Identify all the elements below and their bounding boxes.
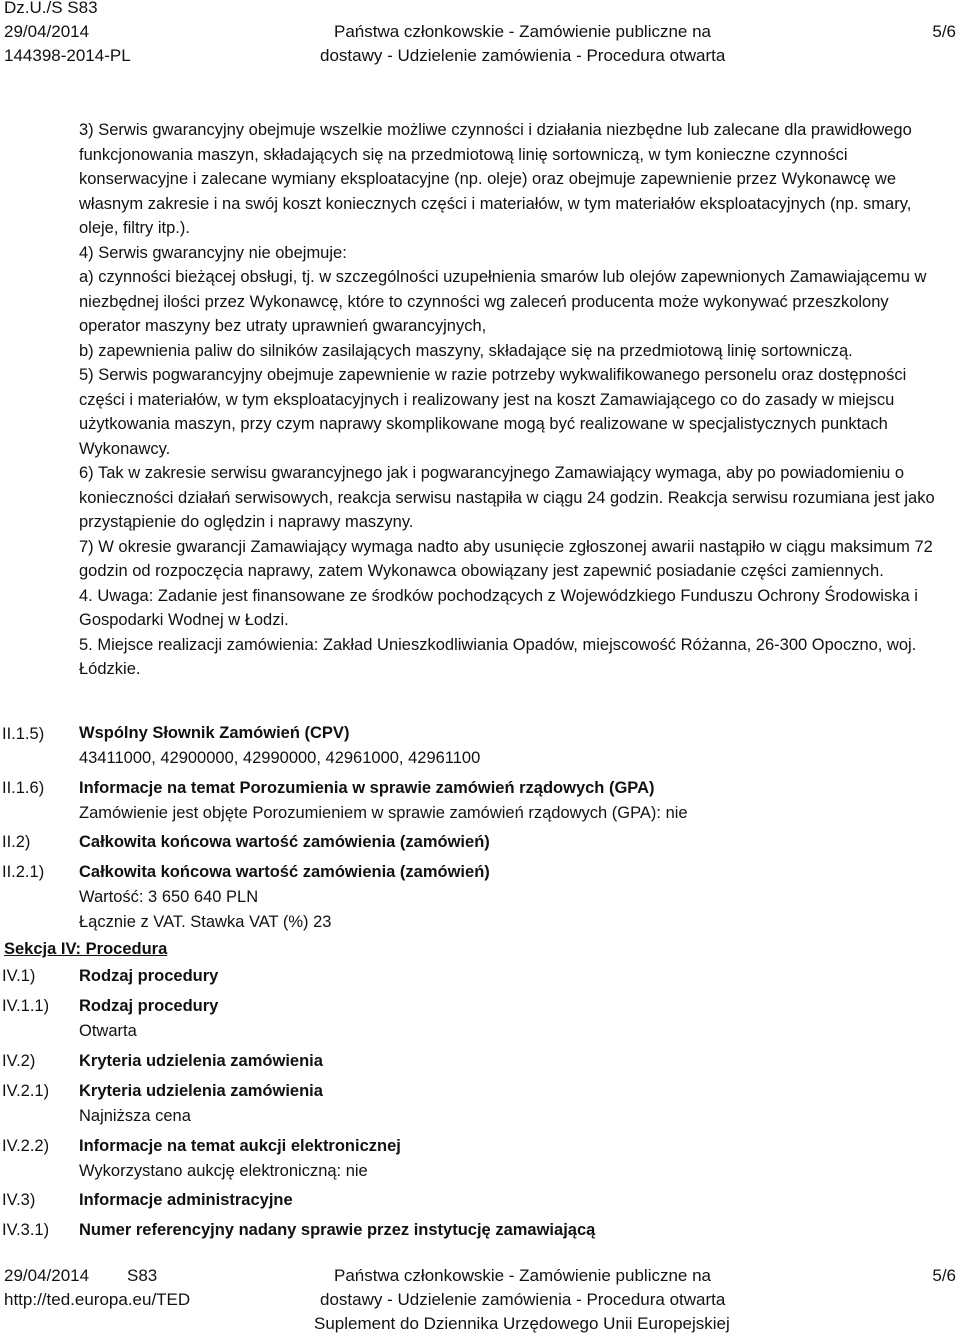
section-title: Informacje administracyjne: [79, 1191, 293, 1209]
paragraph-serwis-pogwarancyjny: 5) Serwis pogwarancyjny obejmuje zapewnienie w razie potrzeby wykwalifikowanego personelu oraz dostępności części i materiałów, w tym eksploatacyjnych i realizowany jest na koszt Zamawiającego co do zasady w miejscu użytkowania maszyn, przy czym naprawy skomplikowane mogą być realizowane w specjalistycznych punktach Wykonawcy.: [79, 366, 907, 458]
footer-title-line3: Suplement do Dziennika Urzędowego Unii Europejskiej: [314, 1314, 730, 1333]
section-title: Informacje na temat Porozumienia w sprawie zamówień rządowych (GPA): [79, 779, 655, 797]
section-number: II.1.5): [2, 725, 45, 743]
footer-date: 29/04/2014: [4, 1266, 90, 1285]
section-number: IV.2.1): [2, 1082, 50, 1100]
section-iv-heading: Sekcja IV: Procedura: [4, 940, 168, 958]
header-page-number: 5/6: [932, 22, 956, 41]
section-number: II.2.1): [2, 863, 45, 881]
section-number: IV.1): [2, 967, 36, 985]
footer-title-line2: dostawy - Udzielenie zamówienia - Procedura otwarta: [320, 1290, 726, 1309]
section-number: IV.2.2): [2, 1137, 50, 1155]
section-title: Kryteria udzielenia zamówienia: [79, 1082, 323, 1100]
section-title: Rodzaj procedury: [79, 997, 219, 1015]
gpa-text: Zamówienie jest objęte Porozumieniem w sprawie zamówień rządowych (GPA): nie: [79, 804, 688, 822]
header-ref: Dz.U./S S83: [4, 0, 98, 17]
section-title: Informacje na temat aukcji elektronicznej: [79, 1137, 401, 1155]
paragraph-okres-gwarancji: 7) W okresie gwarancji Zamawiający wymaga nadto aby usunięcie zgłoszonej awarii nastąpiło w ciągu maksimum 72 godzin od rozpoczęcia naprawy, zatem Wykonawca obowiązany jest zapewnić posiadanie części zamiennych.: [79, 537, 933, 580]
paragraph-uwaga: 4. Uwaga: Zadanie jest finansowane ze środków pochodzących z Wojewódzkiego Funduszu Ochrony Środowiska i Gospodarki Wodnej w Łodzi.: [79, 586, 918, 629]
section-title: Kryteria udzielenia zamówienia: [79, 1052, 323, 1070]
contract-value: Wartość: 3 650 640 PLN: [79, 888, 259, 906]
section-number: IV.3.1): [2, 1221, 50, 1239]
section-number: IV.3): [2, 1191, 36, 1209]
header-left: [4, 0, 131, 68]
footer-title-line1: Państwa członkowskie - Zamówienie publiczne na: [334, 1266, 712, 1285]
section-number: IV.1.1): [2, 997, 50, 1015]
vat-info: Łącznie z VAT. Stawka VAT (%) 23: [79, 913, 332, 931]
header-title-line2: dostawy - Udzielenie zamówienia - Procedura otwarta: [320, 46, 726, 65]
section-number: II.2): [2, 833, 31, 851]
paragraph-nie-obejmuje: 4) Serwis gwarancyjny nie obejmuje:: [79, 243, 347, 262]
award-criteria: Najniższa cena: [79, 1107, 191, 1125]
section-number: II.1.6): [2, 779, 45, 797]
footer-issue: S83: [127, 1266, 158, 1285]
procedure-type: Otwarta: [79, 1022, 137, 1040]
section-number: IV.2): [2, 1052, 36, 1070]
paragraph-serwis-gwarancyjny: 3) Serwis gwarancyjny obejmuje wszelkie możliwe czynności i działania niezbędne lub zalecane dla prawidłowego funkcjonowania maszyn, składających się na przedmiotową linię sortowniczą, w tym konieczne czynności konserwacyjne i zalecane wymiany eksploatacyjne (np. oleje) oraz obejmuje zapewnienie przez Wykonawcę we własnym zakresie i na swój koszt koniecznych części i materiałów, w tym materiałów eksploatacyjnych (np. smary, oleje, filtry itp.).: [79, 121, 912, 237]
paragraph-item-b: b) zapewnienia paliw do silników zasilających maszyny, składające się na przedmiotową linię sortowniczą.: [79, 341, 853, 360]
section-title: Wspólny Słownik Zamówień (CPV): [79, 724, 350, 742]
section-title: Rodzaj procedury: [79, 967, 219, 985]
header-title-line1: Państwa członkowskie - Zamówienie publiczne na: [334, 22, 712, 41]
footer-url[interactable]: http://ted.europa.eu/TED: [4, 1290, 191, 1309]
section-title: Całkowita końcowa wartość zamówienia (zamówień): [79, 863, 490, 881]
header-doc-id: 144398-2014-PL: [4, 46, 131, 65]
footer-page-number: 5/6: [932, 1266, 956, 1285]
section-title: Całkowita końcowa wartość zamówienia (zamówień): [79, 833, 490, 851]
paragraph-item-a: a) czynności bieżącej obsługi, tj. w szczególności uzupełnienia smarów lub olejów zapewnionych Zamawiającemu w niezbędnej ilości przez Wykonawcę, które to czynności wg zaleceń producenta może wykonywać przeszkolony operator maszyny bez utraty uprawnień gwarancyjnych,: [79, 268, 927, 335]
paragraph-miejsce-realizacji: 5. Miejsce realizacji zamówienia: Zakład Unieszkodliwiania Opadów, miejscowość Różanna, 26-300 Opoczno, woj. Łódzkie.: [79, 635, 917, 678]
header-date: 29/04/2014: [4, 22, 90, 41]
paragraph-reakcja-serwisu: 6) Tak w zakresie serwisu gwarancyjnego jak i pogwarancyjnego Zamawiający wymaga, aby po powiadomieniu o konieczności działań serwisowych, reakcja serwisu nastąpiła w ciągu 24 godzin. Reakcja serwisu rozumiana jest jako przystąpienie do oględzin i naprawy maszyny.: [79, 464, 935, 531]
section-title: Numer referencyjny nadany sprawie przez instytucję zamawiającą: [79, 1221, 596, 1239]
cpv-codes: 43411000, 42900000, 42990000, 42961000, 42961100: [79, 749, 481, 767]
e-auction-info: Wykorzystano aukcję elektroniczną: nie: [79, 1162, 368, 1180]
body-text: [79, 118, 949, 682]
